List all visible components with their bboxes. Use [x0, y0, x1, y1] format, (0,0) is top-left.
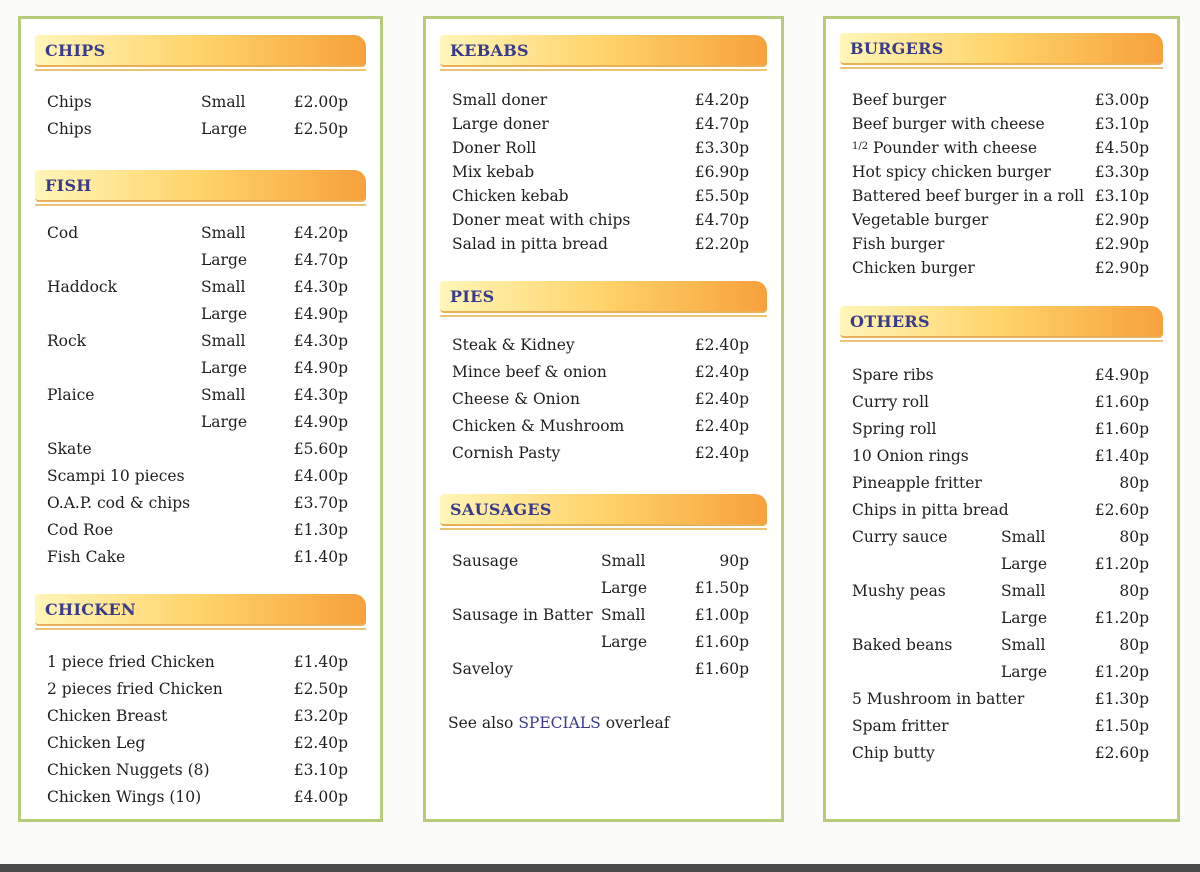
item-price: £1.60p: [1094, 393, 1149, 411]
list-item: [426, 235, 781, 259]
item-price: £4.20p: [694, 91, 749, 109]
item-price: £5.50p: [694, 187, 749, 205]
item-price: 80p: [1119, 474, 1149, 492]
item-size: Large: [201, 120, 248, 138]
item-size: Large: [601, 633, 648, 651]
item-size: Small: [201, 224, 246, 242]
item-price: £4.20p: [293, 224, 348, 242]
item-name: Fish burger: [852, 235, 945, 253]
section-title: BURGERS: [850, 39, 944, 58]
item-price: £2.60p: [1094, 744, 1149, 762]
item-name: Spare ribs: [852, 366, 934, 384]
item-name: Cod Roe: [47, 521, 114, 539]
list-item: [21, 707, 380, 731]
item-price: £1.60p: [1094, 420, 1149, 438]
item-name: Spring roll: [852, 420, 937, 438]
item-name: O.A.P. cod & chips: [47, 494, 191, 512]
list-item: [21, 224, 380, 248]
item-name-text: Pounder with cheese: [873, 139, 1038, 157]
section-title: PIES: [450, 287, 495, 306]
item-name: Sausage in Batter: [452, 606, 593, 624]
item-price: £1.20p: [1094, 663, 1149, 681]
item-price: £4.70p: [293, 251, 348, 269]
list-item: [826, 393, 1177, 417]
item-name: Cheese & Onion: [452, 390, 580, 408]
item-size: Large: [201, 413, 248, 431]
section-chicken: [21, 594, 380, 630]
section-header: [35, 35, 366, 67]
list-item: [826, 420, 1177, 444]
list-item: [826, 528, 1177, 552]
item-size: Large: [1001, 663, 1048, 681]
item-name: Beef burger with cheese: [852, 115, 1045, 133]
item-price: £3.10p: [1094, 187, 1149, 205]
list-item: [826, 163, 1177, 187]
item-name: Fish Cake: [47, 548, 126, 566]
list-item: [21, 305, 380, 329]
list-item: [21, 761, 380, 785]
item-name: Chicken Nuggets (8): [47, 761, 210, 779]
item-price: £4.00p: [293, 467, 348, 485]
item-name: Chicken burger: [852, 259, 975, 277]
item-price: £1.20p: [1094, 609, 1149, 627]
item-price: £2.40p: [694, 417, 749, 435]
list-item: [826, 447, 1177, 471]
section-title: OTHERS: [850, 312, 930, 331]
item-name: Salad in pitta bread: [452, 235, 608, 253]
item-price: £1.40p: [293, 548, 348, 566]
item-name: Cornish Pasty: [452, 444, 561, 462]
list-item: [826, 139, 1177, 163]
list-item: [826, 501, 1177, 525]
section-header: [840, 33, 1163, 65]
list-item: [21, 653, 380, 677]
item-price: £4.90p: [293, 413, 348, 431]
list-item: [21, 440, 380, 464]
section-pies: [426, 281, 781, 317]
item-name: Chips in pitta bread: [852, 501, 1009, 519]
item-price: £4.30p: [293, 332, 348, 350]
list-item: [826, 582, 1177, 606]
section-kebabs: [426, 35, 781, 71]
item-price: £4.90p: [1094, 366, 1149, 384]
item-size: Small: [201, 278, 246, 296]
list-item: [21, 93, 380, 117]
item-size: Small: [1001, 582, 1046, 600]
section-others: [826, 306, 1177, 342]
list-item: [426, 444, 781, 468]
item-name: 10 Onion rings: [852, 447, 969, 465]
list-item: [21, 548, 380, 572]
item-name: Spam fritter: [852, 717, 949, 735]
item-name: 5 Mushroom in batter: [852, 690, 1025, 708]
list-item: [426, 606, 781, 630]
item-price: £1.20p: [1094, 555, 1149, 573]
list-item: [426, 211, 781, 235]
item-price: £2.40p: [694, 390, 749, 408]
list-item: [21, 680, 380, 704]
list-item: [21, 251, 380, 275]
item-price: £3.30p: [694, 139, 749, 157]
item-price: 90p: [719, 552, 749, 570]
item-name: Cod: [47, 224, 79, 242]
section-header: [440, 281, 767, 313]
list-item: [21, 521, 380, 545]
list-item: [826, 187, 1177, 211]
item-price: £4.50p: [1094, 139, 1149, 157]
menu-panel-middle: [423, 16, 784, 822]
item-name: Doner meat with chips: [452, 211, 631, 229]
list-item: [21, 278, 380, 302]
item-price: £1.50p: [694, 579, 749, 597]
item-name: Chicken Breast: [47, 707, 168, 725]
item-name: 1 piece fried Chicken: [47, 653, 215, 671]
menu-panel-right: [823, 16, 1180, 822]
list-item: [426, 660, 781, 684]
item-name: Curry sauce: [852, 528, 948, 546]
item-price: £1.50p: [1094, 717, 1149, 735]
list-item: [426, 139, 781, 163]
list-item: [426, 163, 781, 187]
item-price: £2.90p: [1094, 211, 1149, 229]
section-title: CHIPS: [45, 41, 106, 60]
list-item: [21, 467, 380, 491]
item-size: Small: [201, 93, 246, 111]
item-price: £2.60p: [1094, 501, 1149, 519]
specials-note: [448, 714, 669, 732]
item-name: Chicken Wings (10): [47, 788, 202, 806]
list-item: [826, 609, 1177, 633]
item-price: £1.60p: [694, 633, 749, 651]
section-header: [35, 170, 366, 202]
item-size: Small: [1001, 528, 1046, 546]
list-item: [21, 359, 380, 383]
item-size: Small: [201, 332, 246, 350]
list-item: [826, 259, 1177, 283]
item-price: £3.00p: [1094, 91, 1149, 109]
list-item: [426, 363, 781, 387]
item-price: £4.70p: [694, 211, 749, 229]
item-name: Chips: [47, 120, 92, 138]
item-name: Small doner: [452, 91, 548, 109]
item-name: Scampi 10 pieces: [47, 467, 185, 485]
list-item: [826, 690, 1177, 714]
scan-edge-bar: [0, 864, 1200, 872]
item-price: 80p: [1119, 528, 1149, 546]
item-name: Mince beef & onion: [452, 363, 607, 381]
item-name: Hot spicy chicken burger: [852, 163, 1051, 181]
section-title: KEBABS: [450, 41, 529, 60]
fraction-half: 1/2: [852, 141, 869, 152]
list-item: [21, 494, 380, 518]
item-price: £2.40p: [694, 363, 749, 381]
item-name: Curry roll: [852, 393, 930, 411]
item-name: 2 pieces fried Chicken: [47, 680, 223, 698]
item-price: £3.30p: [1094, 163, 1149, 181]
list-item: [426, 552, 781, 576]
item-name: Chicken kebab: [452, 187, 569, 205]
list-item: [426, 91, 781, 115]
note-suffix: overleaf: [600, 714, 670, 732]
item-name: Large doner: [452, 115, 549, 133]
list-item: [426, 187, 781, 211]
list-item: [826, 663, 1177, 687]
section-header: [840, 306, 1163, 338]
section-title: FISH: [45, 176, 92, 195]
section-header: [35, 594, 366, 626]
list-item: [21, 413, 380, 437]
item-price: £6.90p: [694, 163, 749, 181]
list-item: [826, 555, 1177, 579]
item-price: £4.30p: [293, 386, 348, 404]
item-size: Small: [1001, 636, 1046, 654]
item-name: Doner Roll: [452, 139, 537, 157]
item-price: £1.00p: [694, 606, 749, 624]
item-name: Chicken & Mushroom: [452, 417, 625, 435]
item-price: £2.40p: [694, 336, 749, 354]
item-price: £3.10p: [1094, 115, 1149, 133]
list-item: [826, 744, 1177, 768]
item-name: Baked beans: [852, 636, 953, 654]
item-name: Beef burger: [852, 91, 947, 109]
item-name: Mix kebab: [452, 163, 535, 181]
item-price: 80p: [1119, 582, 1149, 600]
menu-panel-left: [18, 16, 383, 822]
note-specials: SPECIALS: [518, 714, 601, 732]
item-price: £1.40p: [1094, 447, 1149, 465]
list-item: [21, 386, 380, 410]
item-name: Mushy peas: [852, 582, 946, 600]
list-item: [826, 211, 1177, 235]
item-price: £5.60p: [293, 440, 348, 458]
item-price: £3.70p: [293, 494, 348, 512]
item-name: Steak & Kidney: [452, 336, 575, 354]
item-price: £1.30p: [1094, 690, 1149, 708]
item-price: £2.20p: [694, 235, 749, 253]
item-name: Sausage: [452, 552, 519, 570]
list-item: [21, 734, 380, 758]
item-price: £4.30p: [293, 278, 348, 296]
list-item: [826, 717, 1177, 741]
item-price: £2.50p: [293, 120, 348, 138]
list-item: [426, 336, 781, 360]
item-price: £1.60p: [694, 660, 749, 678]
list-item: [826, 474, 1177, 498]
item-name: Rock: [47, 332, 87, 350]
section-burgers: [826, 33, 1177, 69]
item-price: £4.90p: [293, 305, 348, 323]
item-price: £2.90p: [1094, 235, 1149, 253]
item-name: Vegetable burger: [852, 211, 989, 229]
item-price: £4.90p: [293, 359, 348, 377]
item-price: £1.30p: [293, 521, 348, 539]
item-name: Haddock: [47, 278, 118, 296]
item-name: Skate: [47, 440, 92, 458]
item-price: £2.00p: [293, 93, 348, 111]
section-header: [440, 35, 767, 67]
note-prefix: See also: [448, 714, 519, 732]
item-name: Saveloy: [452, 660, 513, 678]
item-price: £2.90p: [1094, 259, 1149, 277]
item-name: Plaice: [47, 386, 95, 404]
item-price: £3.10p: [293, 761, 348, 779]
item-size: Small: [601, 552, 646, 570]
item-size: Small: [601, 606, 646, 624]
item-price: £2.40p: [293, 734, 348, 752]
list-item: [426, 579, 781, 603]
item-price: £4.00p: [293, 788, 348, 806]
item-name: [852, 139, 1037, 157]
list-item: [826, 91, 1177, 115]
list-item: [426, 633, 781, 657]
item-price: £1.40p: [293, 653, 348, 671]
item-size: Large: [201, 251, 248, 269]
list-item: [21, 120, 380, 144]
section-fish: [21, 170, 380, 206]
item-price: 80p: [1119, 636, 1149, 654]
item-name: Chicken Leg: [47, 734, 146, 752]
item-name: Battered beef burger in a roll: [852, 187, 1085, 205]
list-item: [826, 235, 1177, 259]
item-size: Large: [1001, 555, 1048, 573]
item-name: Pineapple fritter: [852, 474, 982, 492]
item-size: Large: [201, 305, 248, 323]
item-name: Chips: [47, 93, 92, 111]
list-item: [826, 636, 1177, 660]
item-size: Large: [1001, 609, 1048, 627]
list-item: [21, 332, 380, 356]
list-item: [826, 115, 1177, 139]
section-title: CHICKEN: [45, 600, 136, 619]
item-size: Small: [201, 386, 246, 404]
section-chips: [21, 35, 380, 71]
list-item: [21, 788, 380, 812]
list-item: [426, 390, 781, 414]
list-item: [826, 366, 1177, 390]
item-price: £2.40p: [694, 444, 749, 462]
list-item: [426, 417, 781, 441]
section-sausages: [426, 494, 781, 530]
item-size: Large: [601, 579, 648, 597]
item-price: £3.20p: [293, 707, 348, 725]
list-item: [426, 115, 781, 139]
item-price: £4.70p: [694, 115, 749, 133]
item-name: Chip butty: [852, 744, 935, 762]
section-title: SAUSAGES: [450, 500, 552, 519]
item-size: Large: [201, 359, 248, 377]
item-price: £2.50p: [293, 680, 348, 698]
section-header: [440, 494, 767, 526]
